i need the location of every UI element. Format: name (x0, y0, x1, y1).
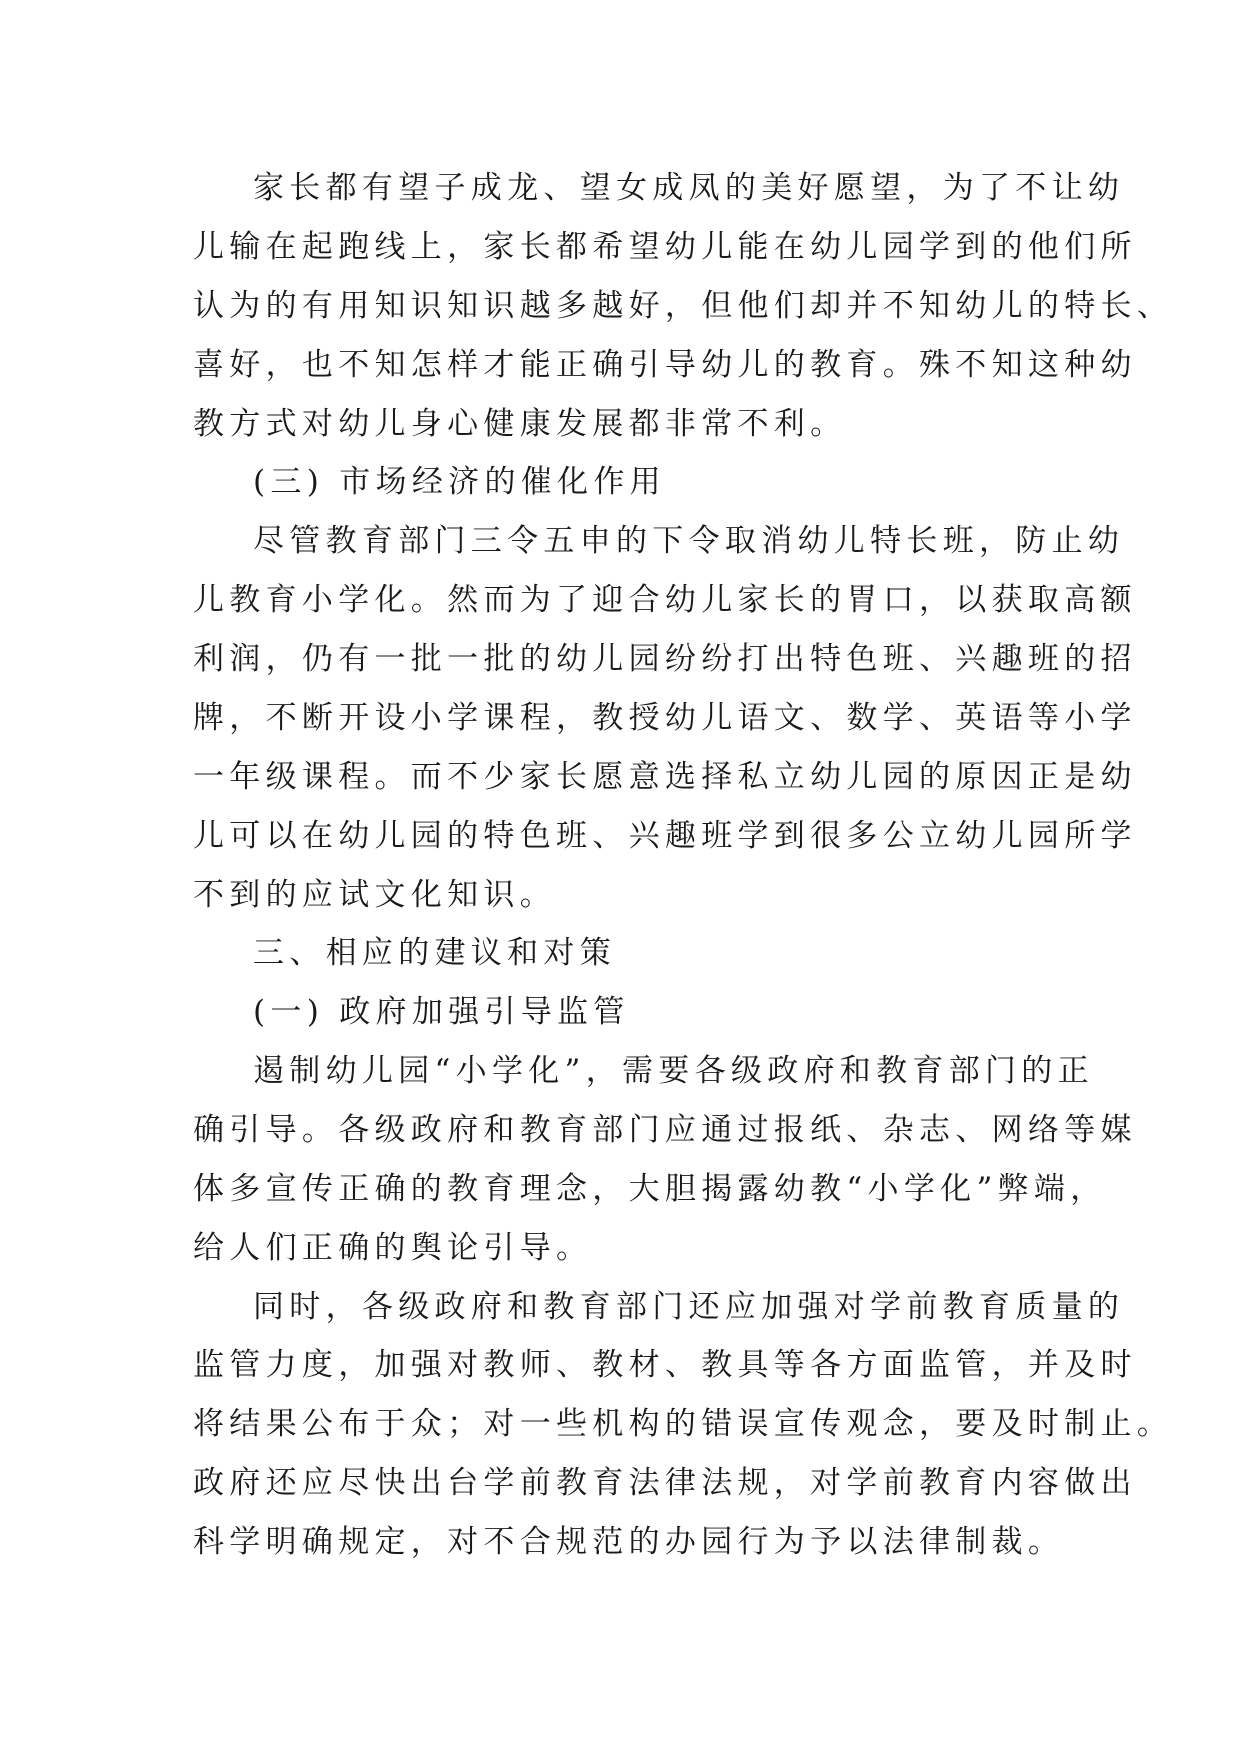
body-line: 将结果公布于众；对一些机构的错误宣传观念，要及时制止。 (193, 1406, 1174, 1442)
body-line: 利润，仍有一批一批的幼儿园纷纷打出特色班、兴趣班的招 (193, 641, 1137, 677)
body-line: 体多宣传正确的教育理念，大胆揭露幼教“小学化”弊端， (193, 1171, 1107, 1207)
body-line: 一年级课程。而不少家长愿意选择私立幼儿园的原因正是幼 (193, 759, 1137, 795)
body-line: 科学明确规定，对不合规范的办园行为予以法律制裁。 (193, 1524, 1065, 1560)
section-heading: (一) 政府加强引导监管 (253, 994, 630, 1030)
body-line: 监管力度，加强对教师、教材、教具等各方面监管，并及时 (193, 1347, 1137, 1383)
body-line: 给人们正确的舆论引导。 (193, 1230, 593, 1266)
body-line: 不到的应试文化知识。 (193, 877, 556, 913)
body-line: 政府还应尽快出台学前教育法律法规，对学前教育内容做出 (193, 1465, 1137, 1501)
body-line: 喜好，也不知怎样才能正确引导幼儿的教育。殊不知这种幼 (193, 347, 1137, 383)
body-line: 同时，各级政府和教育部门还应加强对学前教育质量的 (253, 1289, 1125, 1325)
body-line: 确引导。各级政府和教育部门应通过报纸、杂志、网络等媒 (193, 1112, 1137, 1148)
body-line: 家长都有望子成龙、望女成凤的美好愿望，为了不让幼 (253, 170, 1125, 206)
body-line: 尽管教育部门三令五申的下令取消幼儿特长班，防止幼 (253, 523, 1125, 559)
body-line: 遏制幼儿园“小学化”，需要各级政府和教育部门的正 (253, 1053, 1094, 1089)
body-line: 教方式对幼儿身心健康发展都非常不利。 (193, 406, 847, 442)
body-line: 儿教育小学化。然而为了迎合幼儿家长的胃口，以获取高额 (193, 582, 1137, 618)
body-line: 儿可以在幼儿园的特色班、兴趣班学到很多公立幼儿园所学 (193, 818, 1137, 854)
body-line: 认为的有用知识知识越多越好，但他们却并不知幼儿的特长、 (193, 288, 1174, 324)
body-line: 牌，不断开设小学课程，教授幼儿语文、数学、英语等小学 (193, 700, 1137, 736)
section-heading: (三) 市场经济的催化作用 (253, 464, 666, 500)
body-line: 儿输在起跑线上，家长都希望幼儿能在幼儿园学到的他们所 (193, 229, 1137, 265)
section-heading: 三、相应的建议和对策 (253, 935, 616, 971)
